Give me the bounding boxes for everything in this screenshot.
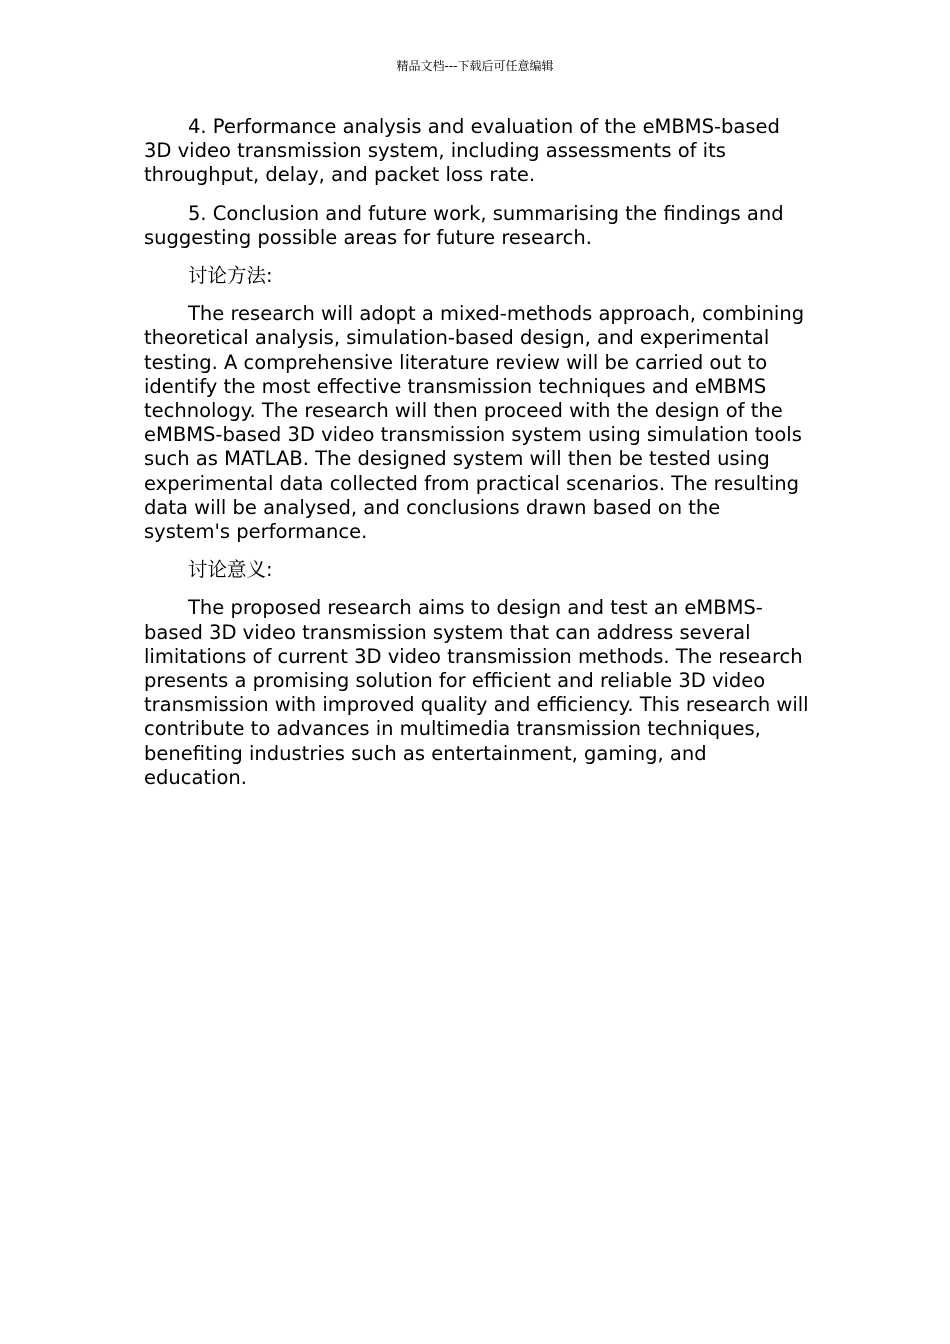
heading-significance: 讨论意义: bbox=[188, 558, 273, 582]
page-header: 精品文档---下载后可任意编辑 bbox=[396, 59, 554, 73]
paragraph-item-4: 4. Performance analysis and evaluation of the eMBMS-based 3D video transmission system, including assessments of its throughput, delay, and packet loss rate. bbox=[144, 115, 780, 187]
heading-methods: 讨论方法: bbox=[188, 264, 273, 288]
paragraph-item-5: 5. Conclusion and future work, summarising the findings and suggesting possible areas for future research. bbox=[144, 201, 784, 249]
paragraph-significance: The proposed research aims to design and test an eMBMS-based 3D video transmission system that can address several limitations of current 3D video transmission methods. The research presents a promising solution for efficient and reliable 3D video transmission with improved quality and efficiency. This research will contribute to advances in multimedia transmission techniques, benefiting industries such as entertainment, gaming, and education. bbox=[144, 596, 809, 789]
document-body bbox=[144, 115, 809, 804]
paragraph-methods: The research will adopt a mixed-methods approach, combining theoretical analysis, simulation-based design, and experimental testing. A comprehensive literature review will be carried out to identify the most effective transmission techniques and eMBMS technology. The research will then proceed with the design of the eMBMS-based 3D video transmission system using simulation tools such as MATLAB. The designed system will then be tested using experimental data collected from practical scenarios. The resulting data will be analysed, and conclusions drawn based on the system's performance. bbox=[144, 302, 805, 544]
